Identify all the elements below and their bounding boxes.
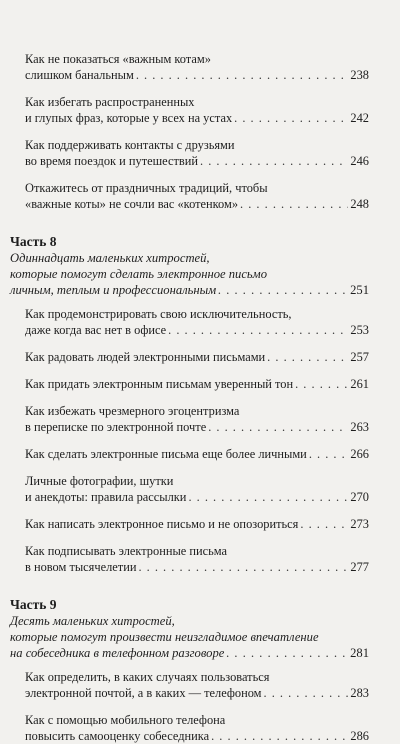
toc-entry bbox=[25, 137, 369, 169]
entry-line: Как радовать людей электронными письмами bbox=[25, 350, 266, 364]
entry-line: и анекдоты: правила рассылки bbox=[25, 490, 187, 504]
toc-entry bbox=[25, 349, 369, 365]
toc-entry bbox=[25, 669, 369, 701]
entry-line: Как поддерживать контакты с друзьями bbox=[25, 138, 235, 152]
page-number: 253 bbox=[350, 323, 369, 337]
dot-leader bbox=[240, 196, 348, 212]
part-title-line: Одиннадцать маленьких хитростей, bbox=[10, 251, 210, 265]
toc-entry bbox=[25, 180, 369, 212]
dot-leader bbox=[188, 489, 348, 505]
page-number: 261 bbox=[350, 377, 369, 391]
page-number: 283 bbox=[350, 686, 369, 700]
page-number: 266 bbox=[350, 447, 369, 461]
toc-entry bbox=[25, 712, 369, 744]
part-title-line: которые помогут произвести неизгладимое впечатление bbox=[10, 630, 319, 644]
entry-line: «важные коты» не сочли вас «котенком» bbox=[25, 197, 239, 211]
part-title bbox=[10, 250, 369, 298]
toc-entry bbox=[25, 403, 369, 435]
entry-line: Как определить, в каких случаях пользоваться bbox=[25, 670, 270, 684]
toc-part-9 bbox=[10, 597, 369, 744]
part-heading: Часть 8 bbox=[10, 234, 57, 249]
page-number: 238 bbox=[350, 68, 369, 82]
dot-leader bbox=[218, 282, 348, 298]
page-number: 281 bbox=[350, 646, 369, 660]
entry-line: Как придать электронным письмам уверенный тон bbox=[25, 377, 294, 391]
dot-leader bbox=[136, 67, 349, 83]
entry-line: в переписке по электронной почте bbox=[25, 420, 207, 434]
part-title-line: на собеседника в телефонном разговоре bbox=[10, 646, 225, 660]
entry-line: и глупых фраз, которые у всех на устах bbox=[25, 111, 233, 125]
toc-entry bbox=[25, 473, 369, 505]
dot-leader bbox=[264, 685, 349, 701]
toc-part-8 bbox=[10, 234, 369, 575]
page-number: 257 bbox=[350, 350, 369, 364]
entry-line: слишком банальным bbox=[25, 68, 134, 82]
page-number: 270 bbox=[350, 490, 369, 504]
page-number: 246 bbox=[350, 154, 369, 168]
page-number: 263 bbox=[350, 420, 369, 434]
toc-entry bbox=[25, 446, 369, 462]
page-number: 277 bbox=[350, 560, 369, 574]
entry-line: в новом тысячелетии bbox=[25, 560, 137, 574]
entry-line: Как избегать распространенных bbox=[25, 95, 195, 109]
page-number: 273 bbox=[350, 517, 369, 531]
toc-section-continued bbox=[10, 51, 369, 212]
entry-line: во время поездок и путешествий bbox=[25, 154, 199, 168]
page-number: 251 bbox=[350, 283, 369, 297]
toc-entry bbox=[25, 543, 369, 575]
dot-leader bbox=[226, 645, 348, 661]
toc-entry bbox=[25, 376, 369, 392]
dot-leader bbox=[234, 110, 348, 126]
entry-line: Как написать электронное письмо и не опозориться bbox=[25, 517, 299, 531]
entry-line: Личные фотографии, шутки bbox=[25, 474, 174, 488]
dot-leader bbox=[309, 446, 349, 462]
entry-line: Как сделать электронные письма еще более личными bbox=[25, 447, 307, 461]
toc-entry bbox=[25, 94, 369, 126]
dot-leader bbox=[300, 516, 348, 532]
toc-entry bbox=[25, 51, 369, 83]
entry-line: Как избежать чрезмерного эгоцентризма bbox=[25, 404, 240, 418]
entry-line: Как подписывать электронные письма bbox=[25, 544, 228, 558]
dot-leader bbox=[295, 376, 348, 392]
entry-line: электронной почтой, а в каких — телефоном bbox=[25, 686, 262, 700]
entry-line: Как продемонстрировать свою исключительность, bbox=[25, 307, 292, 321]
part-title bbox=[10, 613, 369, 661]
dot-leader bbox=[200, 153, 348, 169]
entry-line: Как не показаться «важным котам» bbox=[25, 52, 211, 66]
dot-leader bbox=[208, 419, 348, 435]
part-title-line: личным, теплым и профессиональным bbox=[10, 283, 217, 297]
part-heading: Часть 9 bbox=[10, 597, 57, 612]
entry-line: Как с помощью мобильного телефона bbox=[25, 713, 226, 727]
dot-leader bbox=[138, 559, 348, 575]
page-number: 286 bbox=[350, 729, 369, 743]
entry-line: даже когда вас нет в офисе bbox=[25, 323, 167, 337]
page-number: 242 bbox=[350, 111, 369, 125]
toc-entry bbox=[25, 306, 369, 338]
part-title-line: Десять маленьких хитростей, bbox=[10, 614, 175, 628]
dot-leader bbox=[267, 349, 348, 365]
entry-line: повысить самооценку собеседника bbox=[25, 729, 210, 743]
dot-leader bbox=[168, 322, 348, 338]
page-number: 248 bbox=[350, 197, 369, 211]
toc-entry bbox=[25, 516, 369, 532]
entry-line: Откажитесь от праздничных традиций, чтобы bbox=[25, 181, 268, 195]
dot-leader bbox=[211, 728, 348, 744]
part-title-line: которые помогут сделать электронное письмо bbox=[10, 267, 267, 281]
